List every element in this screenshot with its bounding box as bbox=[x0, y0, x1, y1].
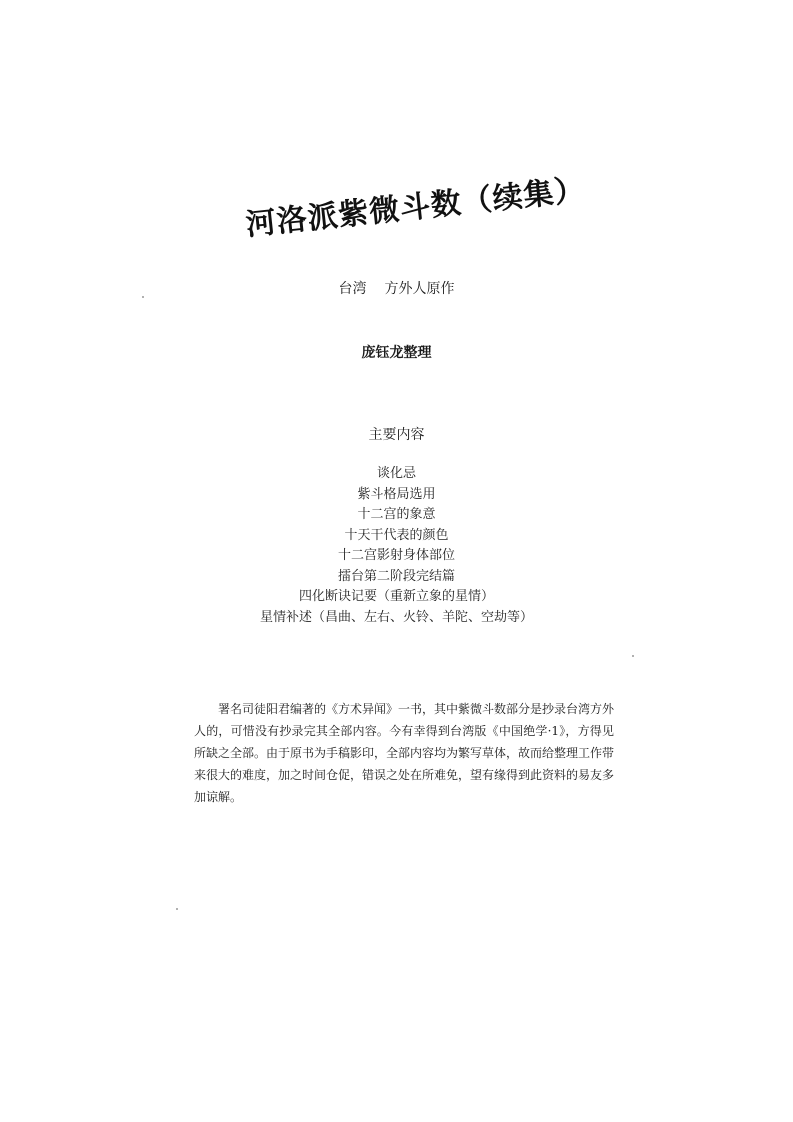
contents-heading: 主要内容 bbox=[368, 427, 425, 443]
editor-note: 署名司徒阳君编著的《方术异闻》一书，其中紫微斗数部分是抄录台湾方外人的，可惜没有抄录完其全部内容。今有幸得到台湾版《中国绝学·1》，方得见所缺之全部。由于原书为手稿影印，全部内容均为繁写草体，故而给整理工作带来很大的难度，加之时间仓促，错误之处在所难免，望有缘得到此资料的易友多加谅解。 bbox=[194, 702, 615, 804]
contents-item: 十二宫影射身体部位 bbox=[337, 548, 455, 563]
contents-item: 谈化忌 bbox=[376, 466, 416, 481]
origin-region: 台湾 bbox=[338, 281, 367, 297]
scan-speck bbox=[632, 655, 634, 657]
contents-item: 擂台第二阶段完结篇 bbox=[337, 568, 455, 584]
contents-item: 十天干代表的颜色 bbox=[344, 527, 449, 543]
editor-credit: 庞钰龙整理 bbox=[361, 345, 432, 361]
contents-item: 十二宫的象意 bbox=[357, 507, 436, 522]
contents-item: 星情补述（昌曲、左右、火铃、羊陀、空劫等） bbox=[259, 609, 533, 625]
origin-author: 方外人原作 bbox=[384, 281, 455, 297]
contents-item: 紫斗格局选用 bbox=[357, 486, 436, 502]
scan-speck bbox=[176, 908, 178, 910]
document-title: 河洛派紫微斗数（续集） bbox=[244, 172, 588, 244]
scan-speck bbox=[142, 296, 144, 298]
origin-line bbox=[0, 278, 793, 298]
contents-item: 四化断诀记要（重新立象的星情） bbox=[298, 589, 494, 604]
contents-list bbox=[0, 464, 793, 628]
